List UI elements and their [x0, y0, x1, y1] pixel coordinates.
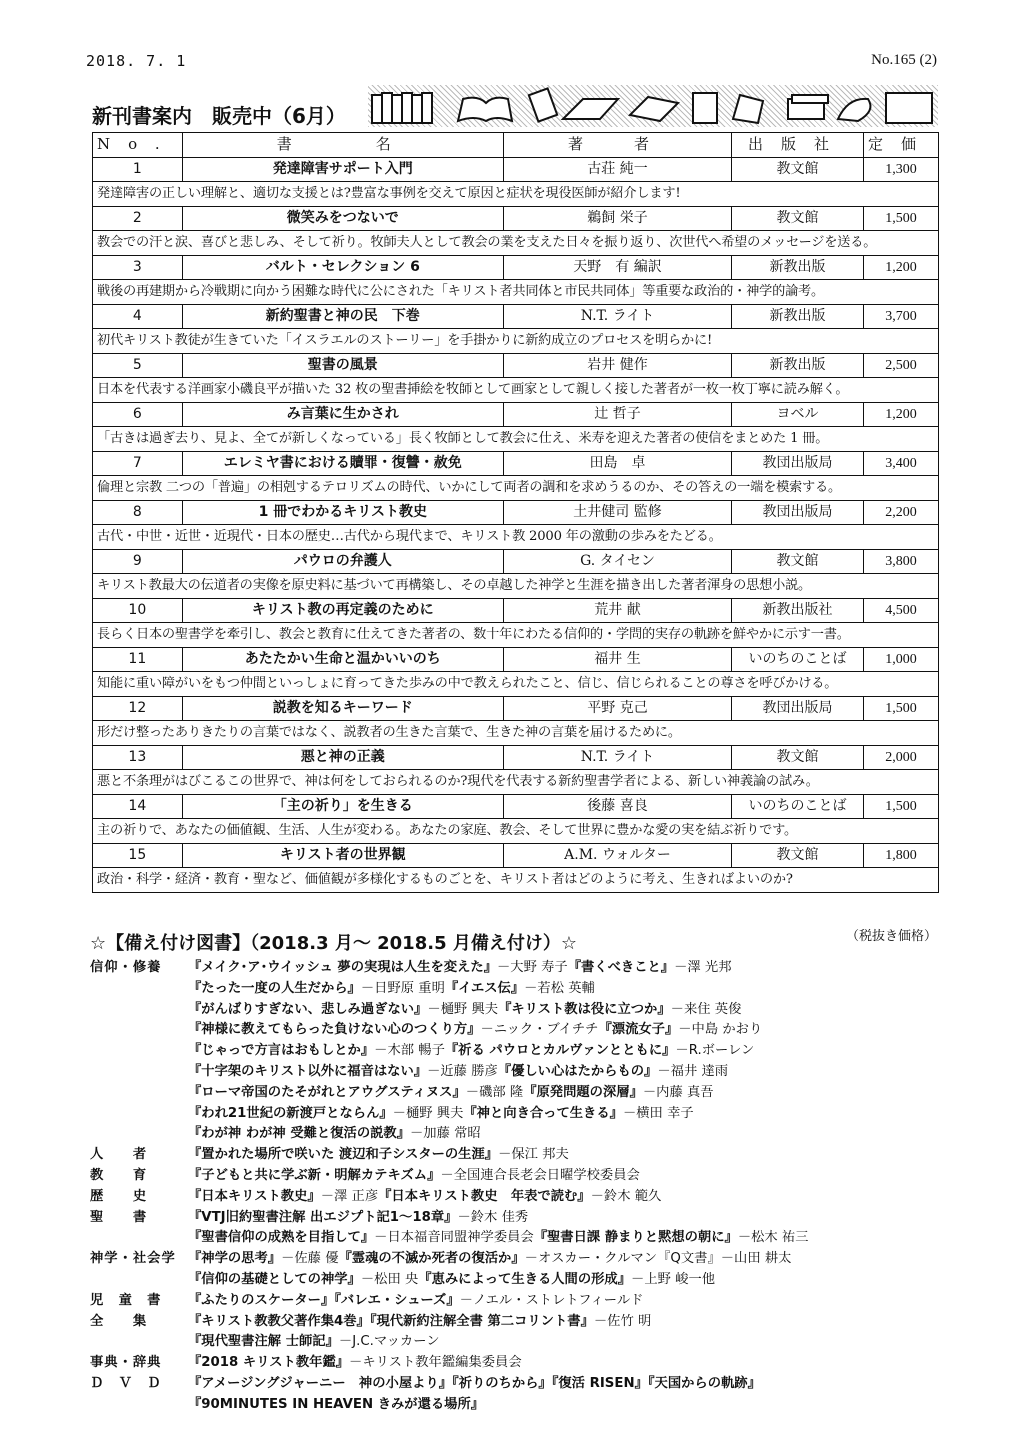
book-description: 発達障害の正しい理解と、適切な支援とは?豊富な事例を交えて原因と症状を現役医師が紹介します! — [93, 182, 939, 207]
shelf-entry — [188, 1041, 950, 1062]
shelf-book-title: 『十字架のキリスト以外に福音はない』 — [188, 1063, 428, 1079]
book-price: 2,500 — [863, 353, 938, 378]
shelf-category: 聖 書 — [90, 1209, 148, 1225]
shelf-book-title: 『神と向き合って生きる』 — [463, 1105, 623, 1121]
shelf-book-title: 『聖書信仰の成熟を目指して』 — [188, 1230, 375, 1246]
shelf-category: Ｄ Ｖ Ｄ — [90, 1375, 162, 1391]
book-description: 戦後の再建期から冷戦期に向かう困難な時代に公にされた「キリスト者共同体と市民共同体」等重要な政治的・神学的論考。 — [93, 280, 939, 305]
shelf-category — [90, 979, 188, 1000]
shelf-book-title: 『がんばりすぎない、悲しみ過ぎない』 — [188, 1001, 428, 1017]
book-publisher: 新教出版 — [732, 353, 864, 378]
shelf-row — [90, 1353, 950, 1374]
book-no: 11 — [93, 647, 183, 672]
book-publisher: 教文館 — [732, 843, 864, 868]
shelf-book-title: 『キリスト教は役に立つか』 — [498, 1001, 671, 1017]
book-author: 土井健司 監修 — [503, 500, 731, 525]
shelf-row — [90, 1104, 950, 1125]
book-row — [93, 794, 939, 819]
shelf-entry — [188, 1104, 950, 1125]
shelf-book-author: －来住 英俊 — [670, 1001, 742, 1017]
book-row — [93, 157, 939, 182]
book-title: キリスト教の再定義のために — [182, 598, 503, 623]
shelf-book-title: 『日本キリスト教史 年表で読む』 — [378, 1188, 591, 1204]
shelf-book-title: 『書くべきこと』 — [567, 960, 675, 975]
shelf-book-title: 『祈る パウロとカルヴァンとともに』 — [444, 1043, 676, 1059]
shelf-book-author: －内藤 真吾 — [642, 1084, 714, 1100]
book-row — [93, 598, 939, 623]
shelf-book-title: 『2018 キリスト教年鑑』 — [188, 1355, 350, 1371]
shelf-book-author: －澤 光邦 — [674, 960, 732, 975]
book-no: 2 — [93, 206, 183, 231]
book-description-row — [93, 721, 939, 746]
book-title: 「主の祈り」を生きる — [182, 794, 503, 819]
shelf-book-title: 『わが神 わが神 受難と復活の説教』 — [188, 1126, 411, 1142]
shelf-entry — [188, 1145, 950, 1166]
shelf-row — [90, 1395, 950, 1416]
book-description-row — [93, 378, 939, 403]
book-publisher: いのちのことば — [732, 794, 864, 819]
shelf-category — [90, 1124, 188, 1145]
book-price: 1,500 — [863, 206, 938, 231]
shelf-category — [90, 1041, 188, 1062]
book-no: 1 — [93, 157, 183, 182]
col-publisher: 出版社 — [732, 133, 864, 158]
shelf-category — [90, 1020, 188, 1041]
shelf-category — [90, 1332, 188, 1353]
shelf-row — [90, 958, 950, 979]
shelf-book-title: 『霊魂の不滅か死者の復活か』 — [338, 1251, 525, 1267]
shelf-book-author: －ニック・ブイチチ — [480, 1022, 599, 1038]
shelf-entry — [188, 1332, 950, 1353]
shelf-book-title: 『たった一度の人生だから』 — [188, 980, 361, 996]
shelf-category: 人 者 — [90, 1147, 148, 1163]
book-row — [93, 255, 939, 280]
shelf-category: 神学・社会学 — [90, 1251, 176, 1267]
book-title: パウロの弁護人 — [182, 549, 503, 574]
book-title: キリスト者の世界観 — [182, 843, 503, 868]
shelf-row — [90, 1145, 950, 1166]
book-author: 天野 有 編訳 — [503, 255, 731, 280]
shelf-book-title: 『信仰の基礎としての神学』 — [188, 1271, 361, 1287]
book-author: N.T. ライト — [503, 304, 731, 329]
book-author: 福井 生 — [503, 647, 731, 672]
shelf-book-author: －横田 幸子 — [622, 1105, 694, 1121]
book-title: 説教を知るキーワード — [182, 696, 503, 721]
book-title: 聖書の風景 — [182, 353, 503, 378]
shelf-book-title: 『現代聖書注解 士師記』 — [188, 1334, 339, 1350]
shelf-entry — [188, 958, 950, 979]
shelf-row — [90, 1000, 950, 1021]
shelf-book-author: －鈴木 佳秀 — [457, 1209, 529, 1225]
book-price: 1,500 — [863, 794, 938, 819]
book-author: 荒井 献 — [503, 598, 731, 623]
shelf-book-author: －樋野 興夫 — [392, 1105, 464, 1121]
shelf-entry — [188, 1228, 950, 1249]
shelf-category: 事典・辞典 — [90, 1355, 162, 1371]
issue-number: No.165 (2) — [871, 52, 937, 68]
book-publisher: ヨベル — [732, 402, 864, 427]
shelf-book-title: 『神様に教えてもらった負けない心のつくり方』 — [188, 1022, 481, 1038]
book-no: 15 — [93, 843, 183, 868]
shelf-books-list — [90, 958, 950, 1416]
shelf-book-author: －R.ボーレン — [675, 1043, 755, 1059]
book-description: 日本を代表する洋画家小磯良平が描いた 32 枚の聖書挿絵を牧師として画家として親しく接した著者が一枚一枚丁寧に読み解く。 — [93, 378, 939, 403]
book-author: 辻 哲子 — [503, 402, 731, 427]
book-description: 悪と不条理がはびこるこの世界で、神は何をしておられるのか?現代を代表する新約聖書学者による、新しい神義論の試み。 — [93, 770, 939, 795]
book-description: 主の祈りで、あなたの価値観、生活、人生が変わる。あなたの家庭、教会、そして世界に豊かな愛の実を結ぶ祈りです。 — [93, 819, 939, 844]
shelf-book-author: －キリスト教年鑑編集委員会 — [349, 1355, 522, 1371]
book-row — [93, 647, 939, 672]
book-price: 1,200 — [863, 402, 938, 427]
shelf-book-author: －加藤 常昭 — [410, 1126, 481, 1142]
book-publisher: 新教出版社 — [732, 598, 864, 623]
book-row — [93, 745, 939, 770]
shelf-entry — [188, 1395, 950, 1416]
shelf-book-author: －樋野 興夫 — [427, 1001, 499, 1017]
book-title: バルト・セレクション 6 — [182, 255, 503, 280]
shelf-entry — [188, 1187, 950, 1208]
shelf-book-author: －ノエル・ストレトフィールド — [459, 1292, 644, 1308]
book-row — [93, 843, 939, 868]
shelf-category — [90, 1228, 188, 1249]
shelf-row — [90, 979, 950, 1000]
book-price: 1,000 — [863, 647, 938, 672]
shelf-entry — [188, 1083, 950, 1104]
book-description: 「古きは過ぎ去り、見よ、全てが新しくなっている」長く牧師として教会に仕え、米寿を迎えた著者の使信をまとめた 1 冊。 — [93, 427, 939, 452]
shelf-category — [90, 1270, 188, 1291]
shelf-book-title: 『90MINUTES IN HEAVEN きみが還る場所』 — [188, 1396, 485, 1412]
book-title: 1 冊でわかるキリスト教史 — [182, 500, 503, 525]
shelf-book-title: 『子どもと共に学ぶ新・明解カテキズム』 — [188, 1167, 441, 1183]
book-description: 教会での汗と涙、喜びと悲しみ、そして祈り。牧師夫人として教会の業を支えた日々を振り返り、次世代へ希望のメッセージを送る。 — [93, 231, 939, 256]
shelf-row — [90, 1062, 950, 1083]
book-description: 古代・中世・近世・近現代・日本の歴史…古代から現代まで、キリスト教 2000 年の激動の歩みをたどる。 — [93, 525, 939, 550]
book-title: 悪と神の正義 — [182, 745, 503, 770]
book-title: 新約聖書と神の民 下巻 — [182, 304, 503, 329]
shelf-book-author: －上野 峻一他 — [631, 1271, 716, 1287]
book-price: 1,800 — [863, 843, 938, 868]
shelf-book-title: 『われ21世紀の新渡戸とならん』 — [188, 1105, 393, 1121]
book-author: 岩井 健作 — [503, 353, 731, 378]
shelf-book-author: －J.C.マッカーン — [338, 1334, 440, 1350]
shelf-entry — [188, 1062, 950, 1083]
book-description: 政治・科学・経済・教育・聖など、価値観が多様化するものごとを、キリスト者はどのように考え、生きればよいのか? — [93, 868, 939, 893]
shelf-book-title: 『恵みによって生きる人間の形成』 — [418, 1271, 632, 1287]
books-illustration — [368, 85, 938, 127]
shelf-book-author: －木部 暢子 — [374, 1043, 445, 1059]
book-author: 田島 卓 — [503, 451, 731, 476]
book-no: 12 — [93, 696, 183, 721]
shelf-row — [90, 1166, 950, 1187]
shelf-entry — [188, 1208, 950, 1229]
book-price: 3,800 — [863, 549, 938, 574]
book-row — [93, 206, 939, 231]
book-author: G. タイセン — [503, 549, 731, 574]
shelf-book-title: 『原発問題の深層』 — [523, 1084, 643, 1100]
book-author: N.T. ライト — [503, 745, 731, 770]
shelf-entry — [188, 1374, 950, 1395]
book-price: 1,500 — [863, 696, 938, 721]
shelf-entry — [188, 1270, 950, 1291]
shelf-category — [90, 1062, 188, 1083]
book-description-row — [93, 819, 939, 844]
shelf-row — [90, 1083, 950, 1104]
shelf-category — [90, 1083, 188, 1104]
book-row — [93, 696, 939, 721]
shelf-book-author: －若松 英輔 — [524, 980, 595, 996]
shelf-row — [90, 1270, 950, 1291]
shelf-category — [90, 1395, 188, 1416]
book-description-row — [93, 231, 939, 256]
shelf-book-title: 『優しい心はたからもの』 — [497, 1063, 658, 1079]
shelf-row — [90, 1124, 950, 1145]
shelf-book-author: －保江 邦夫 — [498, 1147, 569, 1163]
shelf-row — [90, 1374, 950, 1395]
shelf-book-author: －近藤 勝彦 — [427, 1063, 498, 1079]
book-title: エレミヤ書における贖罪・復讐・赦免 — [182, 451, 503, 476]
shelf-book-title: 『日本キリスト教史』 — [188, 1188, 321, 1204]
tax-note: （税抜き価格） — [845, 929, 937, 944]
shelf-book-author: －磯部 隆 — [465, 1084, 524, 1100]
book-author: 後藤 喜良 — [503, 794, 731, 819]
book-title: 微笑みをつないで — [182, 206, 503, 231]
book-publisher: 教文館 — [732, 206, 864, 231]
book-no: 4 — [93, 304, 183, 329]
book-description-row — [93, 574, 939, 599]
book-no: 13 — [93, 745, 183, 770]
shelf-row — [90, 1020, 950, 1041]
shelf-row — [90, 1041, 950, 1062]
shelf-book-author: －日本福音同盟神学委員会 — [374, 1230, 534, 1246]
book-no: 14 — [93, 794, 183, 819]
shelf-book-author: －福井 達雨 — [657, 1063, 729, 1079]
shelf-category — [90, 1000, 188, 1021]
shelf-category: 歴 史 — [90, 1188, 148, 1204]
book-no: 8 — [93, 500, 183, 525]
shelf-category: 児 童 書 — [90, 1292, 162, 1308]
shelf-entry — [188, 1312, 950, 1333]
col-price: 定価 — [863, 133, 938, 158]
section-title-shelf-books: ☆【備え付け図書】（2018.3 月～ 2018.5 月備え付け）☆ — [90, 933, 577, 954]
book-publisher: 教団出版局 — [732, 696, 864, 721]
shelf-category: 全 集 — [90, 1313, 148, 1329]
book-row — [93, 451, 939, 476]
book-description-row — [93, 427, 939, 452]
book-author: A.M. ウォルター — [503, 843, 731, 868]
shelf-row — [90, 1312, 950, 1333]
book-description: キリスト教最大の伝道者の実像を原史料に基づいて再構築し、その卓越した神学と生涯を描き出した著者渾身の思想小説。 — [93, 574, 939, 599]
book-title: 発達障害サポート入門 — [182, 157, 503, 182]
new-books-body — [93, 157, 939, 892]
new-books-table — [92, 132, 939, 893]
book-no: 6 — [93, 402, 183, 427]
shelf-book-title: 『聖書日課 静まりと黙想の朝に』 — [533, 1230, 738, 1246]
shelf-entry — [188, 1249, 950, 1270]
shelf-entry — [188, 1291, 950, 1312]
book-publisher: 新教出版 — [732, 255, 864, 280]
book-description-row — [93, 280, 939, 305]
book-description-row — [93, 182, 939, 207]
col-no: No. — [93, 133, 183, 158]
book-price: 3,400 — [863, 451, 938, 476]
shelf-book-title: 『イエス伝』 — [444, 980, 525, 996]
book-title: あたたかい生命と温かいいのち — [182, 647, 503, 672]
book-row — [93, 500, 939, 525]
shelf-book-title: 『神学の思考』 — [188, 1251, 282, 1267]
book-author: 平野 克己 — [503, 696, 731, 721]
shelf-book-author: －松田 央 — [360, 1271, 419, 1287]
book-description-row — [93, 476, 939, 501]
book-price: 2,000 — [863, 745, 938, 770]
shelf-book-author: －澤 正彦 — [320, 1188, 379, 1204]
book-row — [93, 549, 939, 574]
book-publisher: 教文館 — [732, 157, 864, 182]
shelf-book-author: －全国連合長老会日曜学校委員会 — [440, 1167, 640, 1183]
book-title: み言葉に生かされ — [182, 402, 503, 427]
shelf-row — [90, 1187, 950, 1208]
book-price: 1,300 — [863, 157, 938, 182]
book-price: 2,200 — [863, 500, 938, 525]
book-price: 4,500 — [863, 598, 938, 623]
book-description-row — [93, 868, 939, 893]
book-price: 1,200 — [863, 255, 938, 280]
book-row — [93, 353, 939, 378]
book-publisher: 教団出版局 — [732, 451, 864, 476]
book-publisher: 教文館 — [732, 549, 864, 574]
book-description: 倫理と宗教 二つの「普遍」の相剋するテロリズムの時代、いかにして両者の調和を求めうるのか、その答えの一端を模索する。 — [93, 476, 939, 501]
book-no: 7 — [93, 451, 183, 476]
book-description: 長らく日本の聖書学を牽引し、教会と教育に仕えてきた著者の、数十年にわたる信仰的・学問的実存の軌跡を鮮やかに示す一書。 — [93, 623, 939, 648]
book-no: 9 — [93, 549, 183, 574]
book-row — [93, 402, 939, 427]
shelf-entry — [188, 1353, 950, 1374]
book-author: 鵜飼 栄子 — [503, 206, 731, 231]
shelf-book-author: －佐竹 明 — [593, 1313, 652, 1329]
shelf-book-author: －大野 寿子 — [497, 960, 568, 975]
shelf-row — [90, 1332, 950, 1353]
book-description-row — [93, 525, 939, 550]
shelf-book-title: 『置かれた場所で咲いた 渡辺和子シスターの生涯』 — [188, 1147, 499, 1163]
shelf-row — [90, 1291, 950, 1312]
shelf-book-title: 『じゃっで方言はおもしとか』 — [188, 1043, 375, 1059]
shelf-book-title: 『ふたりのスケーター』『バレエ・シューズ』 — [188, 1292, 460, 1308]
shelf-book-title: 『メイク･ア･ウイッシュ 夢の実現は人生を変えた』 — [188, 960, 497, 975]
shelf-book-title: 『VTJ旧約聖書注解 出エジプト記1～18章』 — [188, 1209, 458, 1225]
shelf-row — [90, 1249, 950, 1270]
shelf-entry — [188, 1124, 950, 1145]
book-publisher: いのちのことば — [732, 647, 864, 672]
book-description: 知能に重い障がいをもつ仲間といっしょに育ってきた歩みの中で教えられたこと、信じ、信じられることの尊さを呼びかける。 — [93, 672, 939, 697]
book-publisher: 教団出版局 — [732, 500, 864, 525]
book-author: 古荘 純一 — [503, 157, 731, 182]
shelf-row — [90, 1208, 950, 1229]
book-no: 10 — [93, 598, 183, 623]
book-row — [93, 304, 939, 329]
shelf-book-author: －松木 祐三 — [737, 1230, 809, 1246]
book-description-row — [93, 672, 939, 697]
book-description: 初代キリスト教徒が生きていた「イスラエルのストーリー」を手掛かりに新約成立のプロセスを明らかに! — [93, 329, 939, 354]
shelf-book-title: 『アメージングジャーニー 神の小屋より』『祈りのちから』『復活 RISEN』『天国からの軌跡』 — [188, 1375, 761, 1391]
col-author: 著 者 — [503, 133, 731, 158]
col-title: 書 名 — [182, 133, 503, 158]
shelf-book-author: －オスカー・クルマン『Q文書』－山田 耕太 — [524, 1251, 792, 1267]
book-price: 3,700 — [863, 304, 938, 329]
shelf-category — [90, 1104, 188, 1125]
book-publisher: 教文館 — [732, 745, 864, 770]
shelf-book-title: 『ローマ帝国のたそがれとアウグスティヌス』 — [188, 1084, 466, 1100]
shelf-category: 教 育 — [90, 1167, 148, 1183]
book-no: 3 — [93, 255, 183, 280]
shelf-book-author: －佐藤 優 — [281, 1251, 339, 1267]
book-no: 5 — [93, 353, 183, 378]
shelf-category: 信仰・修養 — [90, 960, 162, 975]
shelf-row — [90, 1228, 950, 1249]
shelf-book-author: －日野原 重明 — [360, 980, 445, 996]
shelf-book-author: －中島 かおり — [678, 1022, 763, 1038]
issue-date: 2018. 7. 1 — [86, 52, 187, 70]
shelf-entry — [188, 1020, 950, 1041]
shelf-book-title: 『キリスト教教父著作集4巻』『現代新約注解全書 第二コリント書』 — [188, 1313, 594, 1329]
shelf-book-author: －鈴木 範久 — [590, 1188, 662, 1204]
section-title-new-books: 新刊書案内 販売中（6月） — [92, 104, 346, 128]
book-description: 形だけ整ったありきたりの言葉ではなく、説教者の生きた言葉で、生きた神の言葉を届けるために。 — [93, 721, 939, 746]
book-publisher: 新教出版 — [732, 304, 864, 329]
book-description-row — [93, 623, 939, 648]
book-description-row — [93, 329, 939, 354]
book-description-row — [93, 770, 939, 795]
shelf-book-title: 『漂流女子』 — [598, 1022, 679, 1038]
shelf-entry — [188, 1000, 950, 1021]
table-header-row — [93, 133, 939, 158]
books-illustration-icon — [368, 85, 938, 127]
shelf-entry — [188, 1166, 950, 1187]
shelf-entry — [188, 979, 950, 1000]
